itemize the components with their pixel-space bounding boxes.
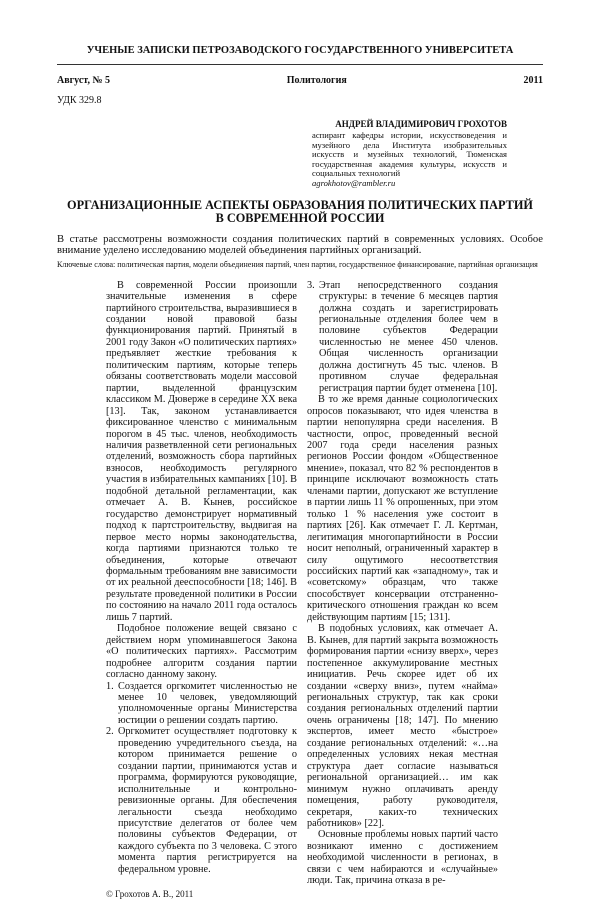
- article-title: [57, 199, 543, 225]
- right-column: [307, 280, 498, 901]
- journal-title: УЧЕНЫЕ ЗАПИСКИ ПЕТРОЗАВОДСКОГО ГОСУДАРСТВЕННОГО УНИВЕРСИТЕТА: [86, 45, 514, 56]
- issue-year: 2011: [523, 75, 543, 86]
- header-divider: [57, 64, 543, 65]
- paragraph: В то же время данные социологических опросов показывают, что идея членства в партии непопулярна среди населения. В частности, опрос, проведенный весной 2007 года среди населения разных регионов России фондом «Общественное мнение», показал, что 82 % респондентов в принципе исключают возможность стать членами партии, допускают же вступление в партии лишь 11 % опрошенных, при этом только 1 % населения уже состоит в партиях [26]. Как отмечает Г. Л. Кертман, легитимация многопартийности в России носит неполный, ограниченный характер в силу ощутимого несоответствия российских партий как «западному», так и «советскому» образцам, что также способствует консервации отстраненно-критического отношения граждан ко всем действующим партиям [15; 131].: [307, 394, 498, 623]
- paragraph: В подобных условиях, как отмечает А. В. Кынев, для партий закрыта возможность формирования партии «снизу вверх», через постепенное аккумулирование местных инициатив. Речь скорее идет об их создании «сверху вниз», путем «найма» региональных структур, так как сроки создания региональных отделений партии очень ограничены [18; 147]. По мнению экспертов, имеет место «быстрое» создание региональных отделений: «…на определенных условиях некая местная структура дает согласие называться региональной организацией… им как минимум нужно оплачивать аренду помещения, работу руководителя, секретаря, каких-то технических работников» [22].: [307, 623, 498, 829]
- author-email: agrokhotov@rambler.ru: [312, 177, 396, 188]
- title-line-2: В СОВРЕМЕННОЙ РОССИИ: [215, 210, 385, 225]
- issue-meta-line: [57, 75, 543, 87]
- author-block: [312, 119, 507, 189]
- paragraph: В современной России произошли значительные изменения в сфере партийного строительства, выразившиеся в создании новой правовой базы функционирования партий. Принятый в 2001 году Закон «О политических партиях» предъявляет жесткие требования к политическим партиям, которые теперь обязаны соответствовать модели массовой партии, выделенной французским классиком М. Дюверже в середине XX века [13]. Так, законом устанавливается фиксированное членство с минимальным порогом в 45 тыс. членов, необходимость наличия разветвленной сети региональных отделений, возможность сбора партийных взносов, необходимость регулярного участия в избирательных кампаниях [10]. В подобной детальной регламентации, как отмечает А. В. Кынев, российское государство демонстрирует нормативный подход к партстроительству, выдвигая на первое место нормы законодательства, когда партиями признаются только те объединения, которые отвечают формальным требованиям вне зависимости от их реальной дееспособности [18; 146]. В результате проведенной политики в России по состоянию на начало 2011 года осталось лишь 7 партий.: [106, 279, 297, 623]
- list-text: Этап непосредственного создания структуры: в течение 6 месяцев партия должна создать и зарегистрировать региональные отделения более чем в половине субъектов Федерации численностью не менее 450 членов. Общая численность организации должна достигнуть 45 тыс. членов. В противном случае федеральная регистрация партии будет отменена [10].: [319, 279, 498, 394]
- steps-list: [106, 681, 297, 876]
- list-item: [106, 681, 297, 727]
- paragraph: Подобное положение вещей связано с действием норм упоминавшегося Закона «О политических партиях». Рассмотрим подробнее алгоритм создания партии согласно данному закону.: [106, 623, 297, 681]
- section-name: Политология: [286, 75, 347, 86]
- list-text: Создается оргкомитет численностью не менее 10 человек, уведомляющий уполномоченные органы Министерства юстиции о решении создать партию.: [118, 680, 297, 726]
- abstract: В статье рассмотрены возможности создания политических партий в современных условиях. Особое внимание уделено исследованию моделей объединения партийных организаций.: [57, 233, 543, 256]
- paragraph: Основные проблемы новых партий часто возникают именно с достижением необходимой численности в регионах, в связи с чем набираются и «случайные» люди. Так, причина отказа в ре-: [307, 829, 498, 887]
- copyright-footer: © Грохотов А. В., 2011: [106, 889, 194, 900]
- keywords: Ключевые слова: политическая партия, модели объединения партий, член партии, государственное финансирование, партийная организация: [57, 260, 538, 270]
- list-item: [106, 726, 297, 875]
- list-item: [307, 280, 498, 395]
- list-number: 2.: [106, 726, 114, 738]
- author-affiliation: аспирант кафедры истории, искусствоведения и музейного дела Института изобразительных искусств и музейных технологий, Тюменская государственная академия культуры, искусств и социальных технологий: [312, 130, 507, 179]
- left-column: [106, 280, 297, 901]
- list-number: 3.: [307, 279, 315, 291]
- title-line-1: ОРГАНИЗАЦИОННЫЕ АСПЕКТЫ ОБРАЗОВАНИЯ ПОЛИТИЧЕСКИХ ПАРТИЙ: [67, 197, 533, 212]
- udk-code: УДК 329.8: [57, 95, 102, 106]
- author-name: АНДРЕЙ ВЛАДИМИРОВИЧ ГРОХОТОВ: [335, 119, 507, 129]
- list-text: Оргкомитет осуществляет подготовку к проведению учредительного съезда, на котором принимается решение о создании партии, принимаются устав и программа, формируются руководящие, исполнительные и контрольно-ревизионные органы. Для обеспечения легальности съезда необходимо присутствие делегатов от более чем половины субъектов Федерации, от каждого субъекта по 3 человека. С этого момента партия регистрируется на федеральном уровне.: [118, 726, 297, 875]
- issue-number: Август, № 5: [57, 75, 111, 86]
- body-columns: [106, 280, 498, 901]
- list-number: 1.: [106, 680, 114, 692]
- steps-list-continued: [307, 280, 498, 395]
